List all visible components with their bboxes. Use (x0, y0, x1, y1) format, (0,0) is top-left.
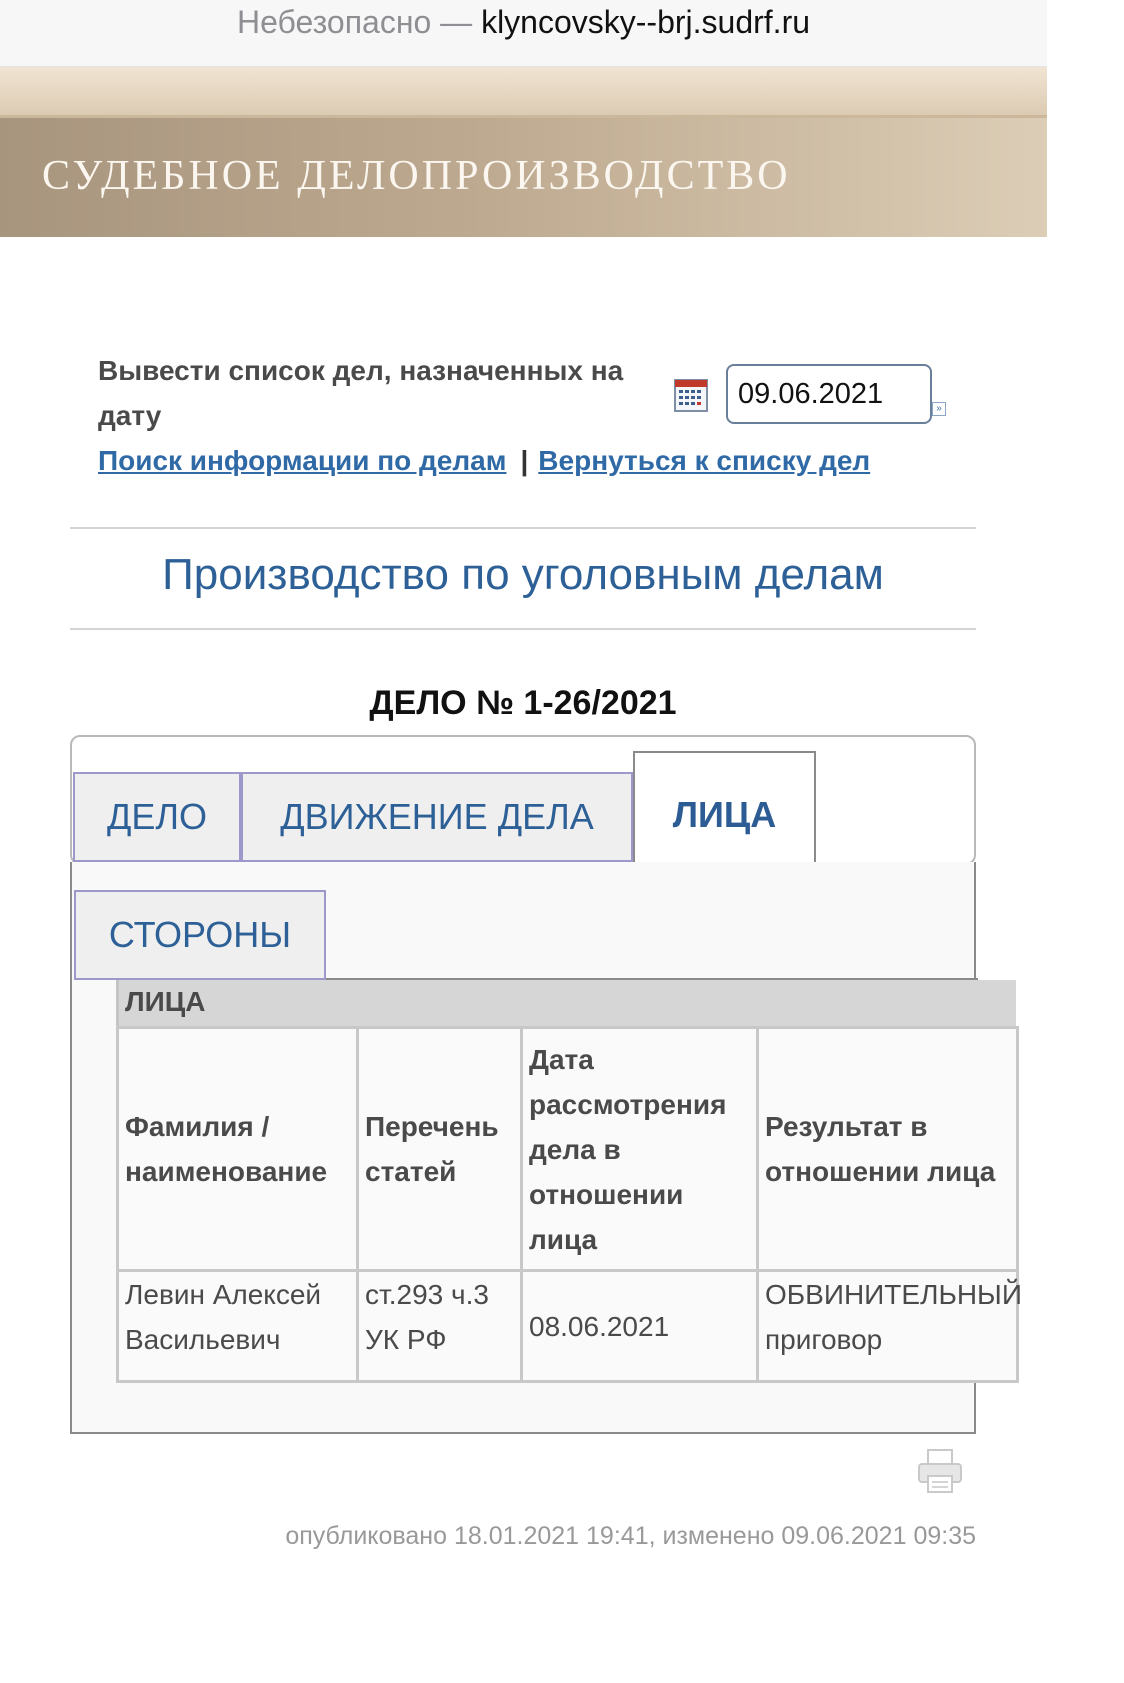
tab-panel (70, 862, 1022, 1434)
table-header-row (118, 1028, 1018, 1271)
url-host: klyncovsky--brj.sudrf.ru (481, 4, 811, 40)
cell-articles: ст.293 ч.3 УК РФ (358, 1271, 522, 1382)
divider-bottom (70, 628, 976, 630)
column-header-hearing-date: Дата рассмотрения дела в отношении лица (522, 1028, 758, 1271)
address-bar[interactable] (0, 0, 1047, 67)
column-header-result: Результат в отношении лица (758, 1028, 1018, 1271)
cell-person-name: Левин Алексей Васильевич (118, 1271, 358, 1382)
column-header-articles: Перечень статей (358, 1028, 522, 1271)
column-header-name: Фамилия / наименование (118, 1028, 358, 1271)
date-submit-arrow-icon[interactable]: » (932, 402, 946, 416)
cell-result: ОБВИНИТЕЛЬНЫЙ приговор (758, 1271, 1018, 1382)
search-cases-link[interactable]: Поиск информации по делам (98, 445, 507, 476)
table-row (118, 1271, 1018, 1382)
calendar-icon[interactable] (673, 377, 709, 413)
case-number: ДЕЛО № 1-26/2021 (369, 684, 677, 722)
banner-title: СУДЕБНОЕ ДЕЛОПРОИЗВОДСТВО (42, 153, 791, 199)
site-banner (0, 115, 1047, 240)
subtab-parties[interactable]: СТОРОНЫ (74, 890, 326, 980)
back-to-list-link[interactable]: Вернуться к списку дел (538, 445, 871, 476)
tab-case-movement[interactable]: ДВИЖЕНИЕ ДЕЛА (241, 772, 633, 862)
insecure-label: Небезопасно — (236, 4, 473, 40)
header-strip (0, 67, 1047, 115)
tab-persons[interactable]: ЛИЦА (633, 751, 816, 865)
print-icon[interactable] (916, 1448, 964, 1494)
nav-links (98, 440, 998, 482)
tab-case[interactable]: ДЕЛО (73, 772, 241, 862)
date-input[interactable] (726, 364, 932, 424)
divider-top (70, 527, 976, 529)
date-filter-label: Вывести список дел, назначенных на дату (98, 355, 624, 431)
publication-info: опубликовано 18.01.2021 19:41, изменено 09.06.2021 09:35 (285, 1522, 976, 1550)
persons-group-header: ЛИЦА (116, 980, 1016, 1026)
link-separator: | (520, 445, 529, 476)
persons-table (116, 1026, 1022, 1383)
cell-hearing-date: 08.06.2021 (522, 1271, 758, 1382)
section-title: Производство по уголовным делам (162, 550, 884, 599)
